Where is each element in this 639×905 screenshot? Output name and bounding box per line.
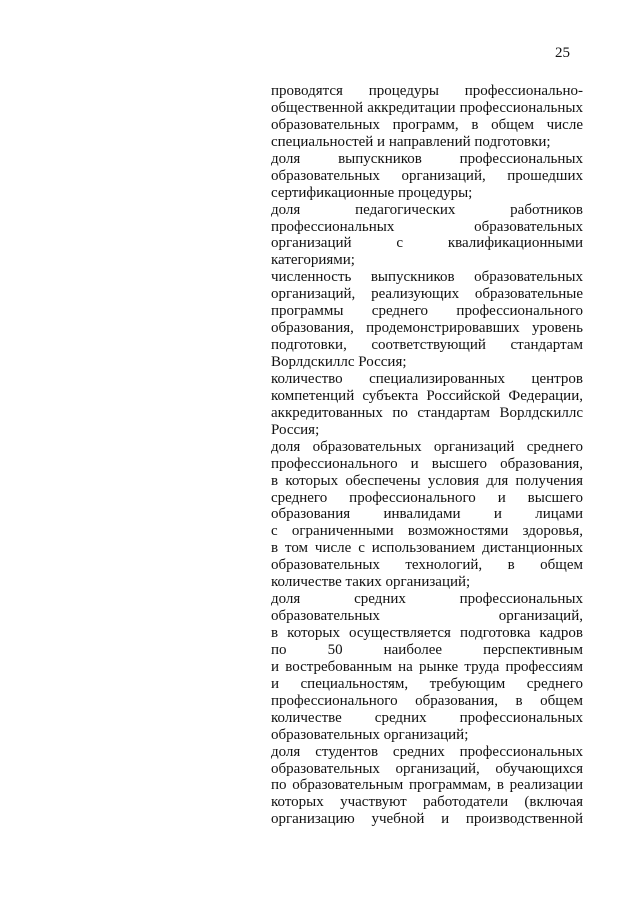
text-line: образовательных организаций, прошедших	[271, 167, 583, 184]
text-line: категориями;	[271, 252, 355, 269]
text-line: образования инвалидами и лицами	[271, 506, 583, 523]
text-line: Ворлдскиллс Россия;	[271, 354, 407, 370]
text-line: общественной аккредитации профессиональных	[271, 99, 583, 116]
text-line: в том числе с использованием дистанционных	[271, 540, 583, 557]
text-line: среднего профессионального и высшего	[271, 489, 583, 506]
text-line: компетенций субъекта Российской Федерации,	[271, 387, 583, 404]
text-line: в которых обеспечены условия для получения	[271, 472, 583, 489]
text-line: доля выпускников профессиональных	[271, 150, 583, 167]
text-line: подготовки, соответствующий стандартам	[271, 337, 583, 354]
text-line: организаций, реализующих образовательные	[271, 286, 583, 303]
text-line: образования, продемонстрировавших уровень	[271, 320, 583, 337]
text-line: сертификационные процедуры;	[271, 184, 473, 201]
text-line: доля педагогических работников	[271, 201, 583, 218]
text-line: и востребованным на рынке труда профессиям	[271, 658, 583, 675]
text-line: образовательных программ, в общем числе	[271, 116, 583, 133]
text-line: с ограниченными возможностями здоровья,	[271, 523, 583, 540]
text-line: специальностей и направлений подготовки;	[271, 133, 551, 150]
text-line: доля образовательных организаций среднего	[271, 438, 583, 455]
text-line: организацию учебной и производственной	[271, 811, 583, 828]
text-line: образовательных организаций;	[271, 726, 469, 743]
text-line: образовательных организаций, обучающихся	[271, 760, 583, 777]
text-line: программы среднего профессионального	[271, 303, 583, 320]
text-line: количестве средних профессиональных	[271, 709, 583, 726]
text-line: в которых осуществляется подготовка кадров	[271, 625, 583, 641]
text-line: количество специализированных центров	[271, 370, 583, 387]
text-line: профессиональных образовательных	[271, 218, 583, 235]
text-line: Россия;	[271, 421, 320, 438]
text-line: организаций с квалификационными	[271, 235, 583, 252]
text-line: и специальностям, требующим среднего	[271, 675, 583, 692]
text-line: доля студентов средних профессиональных	[271, 743, 583, 760]
text-line: образовательных организаций,	[271, 608, 583, 625]
text-line: численность выпускников образовательных	[271, 269, 583, 286]
text-line: образовательных технологий, в общем	[271, 557, 583, 574]
page-number: 25	[555, 45, 570, 61]
text-line: профессионального образования, в общем	[271, 692, 583, 709]
text-line: аккредитованных по стандартам Ворлдскиллс	[271, 404, 583, 421]
text-line: проводятся процедуры профессионально-	[271, 83, 583, 99]
text-line: доля средних профессиональных	[271, 591, 583, 608]
text-line: по 50 наиболее перспективным	[271, 641, 583, 658]
text-line: профессионального и высшего образования,	[271, 455, 583, 472]
text-line: по образовательным программам, в реализации	[271, 777, 583, 794]
text-line: которых участвуют работодатели (включая	[271, 794, 583, 811]
document-text-block	[271, 83, 583, 828]
text-line: количестве таких организаций;	[271, 574, 471, 591]
